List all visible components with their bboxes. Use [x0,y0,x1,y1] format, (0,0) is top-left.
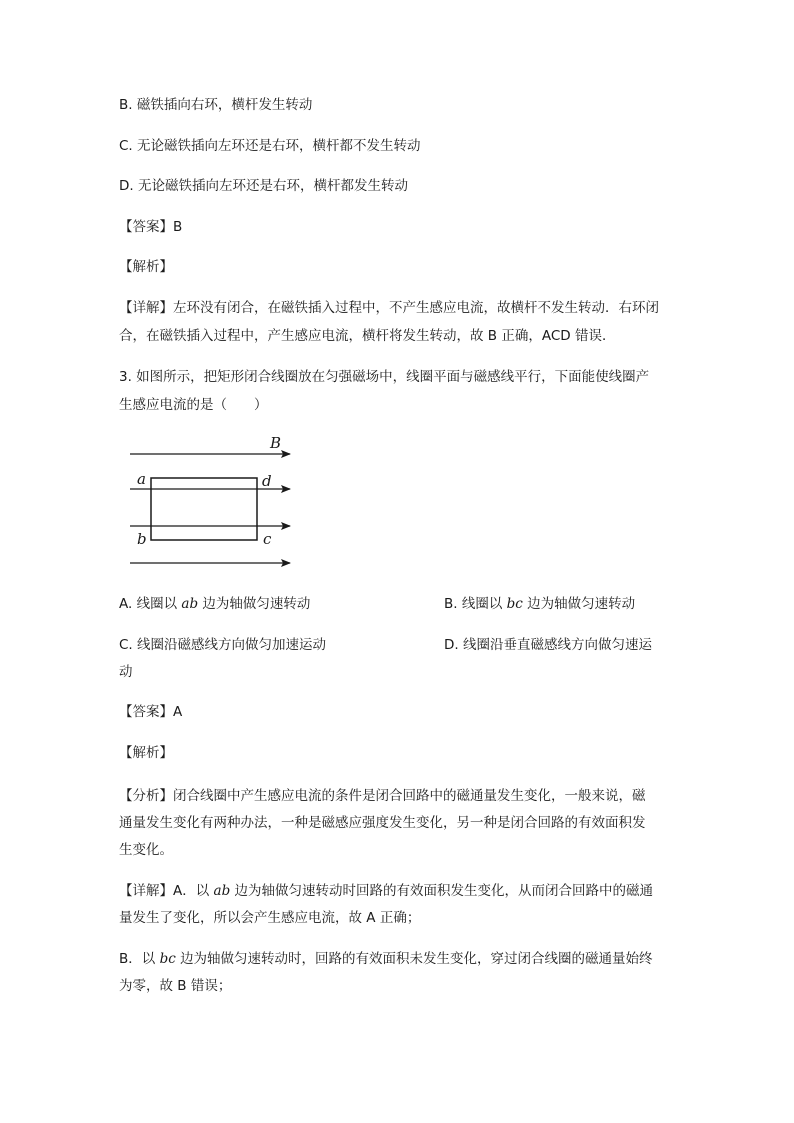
rectangular-coil [151,478,257,540]
detail-q3-a-var: ab [213,883,231,899]
question3-line2: 生感应电流的是（ ） [119,397,268,413]
option-q3-a-suffix: 边为轴做匀速转动 [202,596,311,612]
corner-label-d: d [262,472,272,490]
detail-q3-a-suffix: 边为轴做匀速转动时回路的有效面积发生变化，从而闭合回路中的磁通 [234,883,654,899]
option-q3-d: D. 线圈沿垂直磁感线方向做匀速运 [444,637,652,653]
option-q3-b-var: bc [506,596,523,612]
answer-q2: 【答案】B [119,219,183,235]
detail-q3-b-suffix: 边为轴做匀速转动时，回路的有效面积未发生变化，穿过闭合线圈的磁通量始终 [180,951,653,967]
analysis-q3-line1: 【分析】闭合线圈中产生感应电流的条件是闭合回路中的磁通量发生变化，一般来说，磁 [119,788,646,804]
detail-q3-a-line1 [119,881,653,901]
analysis-q3-line3: 生变化。 [119,842,173,858]
option-q3-b-prefix: B. 线圈以 [444,596,503,612]
option-q3-a [119,594,310,614]
corner-label-a: a [137,470,146,488]
corner-label-c: c [263,530,272,548]
question3-line1: 3. 如图所示，把矩形闭合线圈放在匀强磁场中，线圈平面与磁感线平行，下面能使线圈产 [119,369,650,385]
option-q3-b-suffix: 边为轴做匀速转动 [527,596,636,612]
detail-q2-line2: 合，在磁铁插入过程中，产生感应电流，横杆将发生转动，故 B 正确，ACD 错误． [119,328,616,344]
detail-q3-b-prefix: B．以 [119,951,156,967]
analysis-q3-line2: 通量发生变化有两种办法，一种是磁感应强度发生变化，另一种是闭合回路的有效面积发 [119,815,646,831]
detail-q3-a-prefix: 【详解】A．以 [119,883,210,899]
option-q2-c: C. 无论磁铁插向左环还是右环，横杆都不发生转动 [119,138,421,154]
option-q3-a-prefix: A. 线圈以 [119,596,178,612]
option-q3-wrap: 动 [119,664,133,680]
detail-q2-line1: 【详解】左环没有闭合，在磁铁插入过程中，不产生感应电流，故横杆不发生转动．右环闭 [119,300,659,316]
detail-q3-a-line2: 量发生了变化，所以会产生感应电流，故 A 正确； [119,910,421,926]
option-q2-b: B. 磁铁插向右环，横杆发生转动 [119,97,313,113]
analysis-q2-title: 【解析】 [119,259,173,275]
option-q3-a-var: ab [181,596,199,612]
field-label-b: B [270,434,282,452]
option-q3-c: C. 线圈沿磁感线方向做匀加速运动 [119,637,327,653]
option-q2-d: D. 无论磁铁插向左环还是右环，横杆都发生转动 [119,178,408,194]
option-q3-b [444,594,635,614]
detail-q3-b-line1 [119,949,653,969]
detail-q3-b-var: bc [159,951,176,967]
analysis-q3-title: 【解析】 [119,745,173,761]
corner-label-b: b [137,530,147,548]
answer-q3: 【答案】A [119,704,183,720]
detail-q3-b-line2: 为零，故 B 错误； [119,978,232,994]
